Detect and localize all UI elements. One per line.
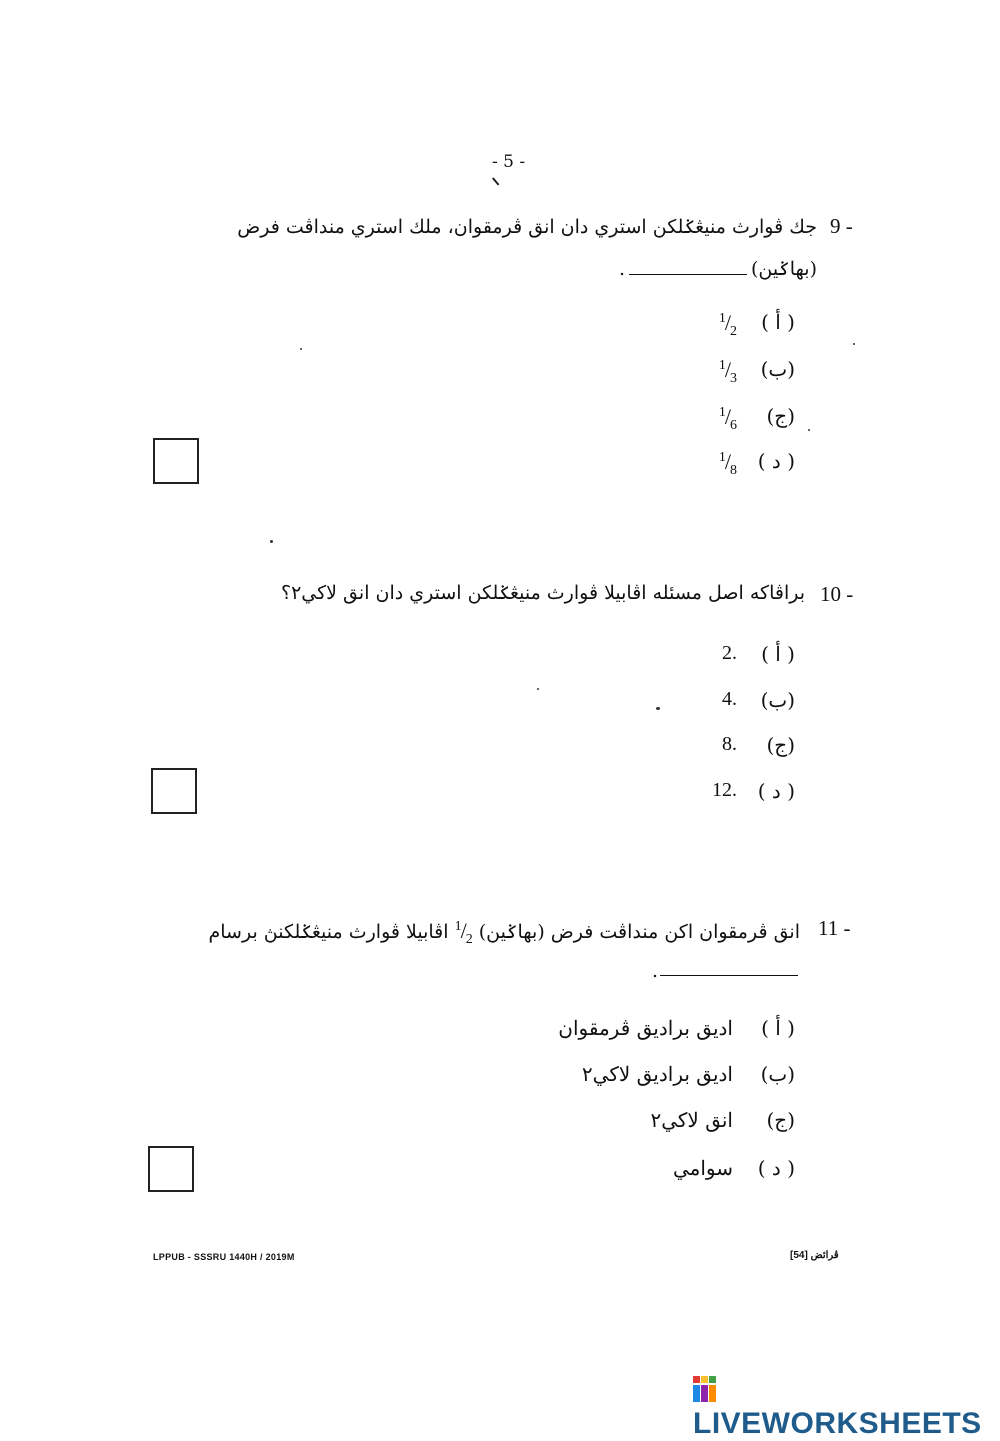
question-10-text: براڤاكه اصل مسئله اڤابيلا ڤوارث منيڠݢلكن استري دان انق لاكي٢؟ xyxy=(280,582,805,604)
ink-mark xyxy=(492,173,504,185)
question-10-option-c[interactable]: (ج) 8. xyxy=(722,733,795,757)
question-9-number: 9 - xyxy=(830,214,853,238)
footer-subject: ڤرائض [54] xyxy=(790,1250,839,1261)
question-11-line1: انق ڤرمقوان اكن منداڤت فرض (بهاݢين) $^1/_2$ اڤابيلا ڤوارث منيڠݢلكنڽ برسام xyxy=(208,918,800,947)
answer-blank[interactable] xyxy=(660,975,798,976)
scan-speck xyxy=(300,348,302,350)
question-10-answer-box[interactable] xyxy=(151,768,197,814)
question-10-option-b[interactable]: (ب) 4. xyxy=(722,688,795,712)
question-11-number: 11 - xyxy=(818,916,851,940)
liveworksheets-watermark: LIVEWORKSHEETS xyxy=(693,1373,1000,1441)
fraction: $^1/_2$ xyxy=(718,310,737,339)
scan-speck xyxy=(537,688,539,690)
page-number: - 5 - xyxy=(492,152,526,172)
scan-speck xyxy=(853,343,855,345)
question-11-option-d[interactable]: ( د ) سوامي xyxy=(672,1156,795,1180)
question-10-option-a[interactable]: ( أ ) 2. xyxy=(722,642,795,666)
fraction: $^1/_6$ xyxy=(718,404,737,433)
question-11-line2-period: . xyxy=(652,960,659,982)
fraction: $^1/_8$ xyxy=(718,449,737,478)
question-11-text xyxy=(150,906,800,961)
fraction: $^1/_3$ xyxy=(718,357,737,386)
answer-blank[interactable] xyxy=(629,250,747,275)
question-11-option-a[interactable]: ( أ ) اديق براديق ڤرمقوان xyxy=(558,1016,795,1040)
question-9-line2: (بهاݢين). xyxy=(157,248,817,290)
scan-speck xyxy=(270,540,273,543)
liveworksheets-logo-icon xyxy=(693,1376,717,1402)
question-9-answer-box[interactable] xyxy=(153,438,199,484)
question-10-number: 10 - xyxy=(820,582,854,606)
question-11-option-c[interactable]: (ج) انق لاكي٢ xyxy=(650,1108,795,1132)
question-10-option-d[interactable]: ( د ) 12. xyxy=(712,779,795,803)
question-11-option-b[interactable]: (ب) اديق براديق لاكي٢ xyxy=(581,1062,795,1086)
question-11-answer-box[interactable] xyxy=(148,1146,194,1192)
scan-speck xyxy=(656,707,660,710)
question-9-text xyxy=(157,206,817,290)
question-9-option-b[interactable]: (ب) $^1/_3$ xyxy=(718,357,795,386)
question-9-line1: جك ڤوارث منيڠݢلكن استري دان انق ڤرمقوان، ملك استري منداڤت فرض xyxy=(237,216,817,238)
fraction: $^1/_2$ xyxy=(454,918,473,947)
question-9-option-a[interactable]: ( أ ) $^1/_2$ xyxy=(718,310,795,339)
scan-speck xyxy=(808,429,810,431)
question-9-option-d[interactable]: ( د ) $^1/_8$ xyxy=(718,449,795,478)
footer-code: LPPUB - SSSRU 1440H / 2019M xyxy=(153,1252,295,1262)
question-9-option-c[interactable]: (ج) $^1/_6$ xyxy=(718,404,795,433)
